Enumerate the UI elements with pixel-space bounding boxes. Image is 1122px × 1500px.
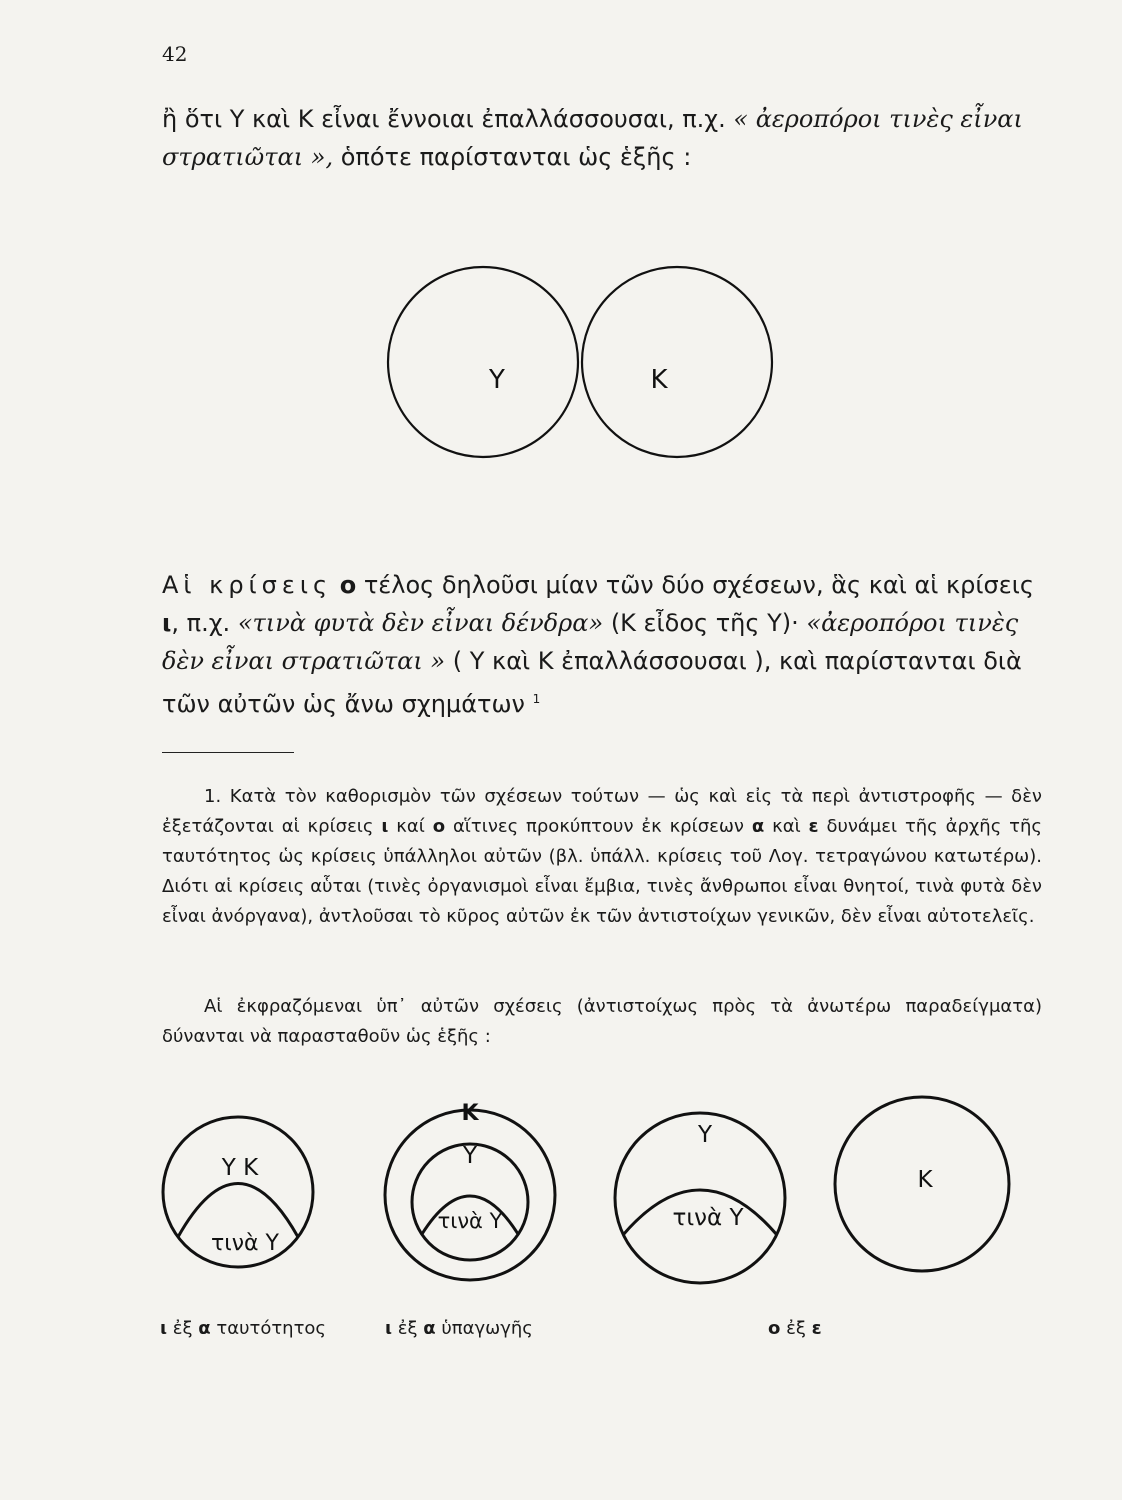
footnote-text-e: δυνάμει τῆς ἀρχῆς τῆς ταυτότητος ὡς κρίσεις ὑπάλληλοι αὐτῶν (βλ. ὑπάλλ. κρίσεις τοῦ Λογ. τετραγώνου κατωτέρω). Διότι αἱ κρίσεις αὗται (τινὲς ὀργανισμοὶ εἶναι ἔμβια, τινὲς ἄνθρωποι εἶναι θνητοί, τινὰ φυτὰ δὲν εἶναι ἀνόργανα), ἀντλοῦσαι τὸ κῦρος αὐτῶν ἐκ τῶν ἀντιστοίχων γενικῶν, δὲν εἶναι αὐτοτελεῖς. [162,816,1042,927]
footnote-rule [162,752,294,753]
caption-1-alpha: α [198,1318,211,1339]
main-iota-letter: ι [162,609,172,637]
euler-diagrams-row [160,1090,1060,1310]
main-text-4: ( Y καὶ K ἐπαλλάσσουσαι ), καὶ παρίστανται διὰ τῶν αὐτῶν ὡς ἄνω σχημάτων [162,647,1022,718]
caption-1-word: ταυτότητος [216,1318,327,1339]
caption-1-ex: ἐξ [172,1318,193,1339]
main-text-3: (K εἶδος τῆς Y)· [610,609,799,637]
diagram-overlap-segment [615,1113,785,1283]
footnote-eps: ε [808,816,819,837]
footnote-o: ο [432,816,446,837]
diagram-3-segment-label: τινὰ Y [672,1205,744,1231]
intro-paragraph [162,100,1042,176]
circle-y [388,267,578,457]
diagram-exclusion [835,1097,1009,1271]
caption-3-eps: ε [811,1318,822,1339]
caption-3-ex: ἐξ [786,1318,806,1339]
footnote-text-c: αἵτινες προκύπτουν ἐκ κρίσεων [452,816,744,837]
diagram-2-outer-label: K [461,1101,479,1126]
footnote-iota: ι [381,816,389,837]
main-paragraph [162,566,1042,723]
caption-2-ex: ἐξ [397,1318,418,1339]
page-number: 42 [162,42,188,66]
caption-2-iota: ι [385,1318,393,1339]
diagram-identity [163,1117,313,1267]
caption-subalternation [385,1318,533,1339]
footnote-ref: 1 [532,692,541,706]
diagram-2-inner-label: Y [462,1143,478,1169]
caption-2-word: ὑπαγωγῆς [441,1318,533,1339]
diagram-3-top-label: Y [697,1122,713,1148]
footnote-number: 1. [204,786,222,807]
circle-k [582,267,772,457]
label-k: K [650,365,668,395]
main-o-letter: ο [339,571,357,599]
caption-3-o: ο [768,1318,781,1339]
diagram-2-segment-label: τινὰ Y [437,1209,503,1233]
main-text-1: τέλος δηλοῦσι μίαν τῶν δύο σχέσεων, ἃς καὶ αἱ κρίσεις [363,571,1034,599]
footnote-text-d: καὶ [772,816,801,837]
main-quote-1: «τινὰ φυτὰ δὲν εἶναι δένδρα» [237,609,604,637]
caption-exclusion [768,1318,822,1339]
footnote-text-b: καί [396,816,425,837]
intro-text-pre: ἢ ὅτι Y καὶ K εἶναι ἔννοιαι ἐπαλλάσσουσαι, π.χ. [162,105,726,133]
footnote-text-a: Κατὰ τὸν καθορισμὸν τῶν σχέσεων τούτων — ὡς καὶ εἰς τὰ περὶ ἀντιστροφῆς — δὲν ἐξετάζονται αἱ κρίσεις [162,786,1042,837]
diagram-subalternation [385,1101,555,1280]
diagram-1-segment-label: τινὰ Y [211,1231,279,1256]
main-lead: Αἱ κρίσεις [162,571,333,599]
diagram-4-label: K [917,1167,933,1193]
footnote-2: Αἱ ἐκφραζόμεναι ὑπ᾽ αὐτῶν σχέσεις (ἀντιστοίχως πρὸς τὰ ἀνωτέρω παραδείγματα) δύνανται νὰ παρασταθοῦν ὡς ἑξῆς : [162,996,1042,1047]
intro-text-post: ὁπότε παρίστανται ὡς ἑξῆς : [340,143,692,171]
intro-quote: « ἀεροπόροι τινὲς εἶναι στρατιῶται », [162,105,1023,171]
label-y: Y [489,365,505,395]
main-text-2: , π.χ. [171,609,231,637]
diagram-1-top-label: Y K [221,1155,259,1181]
caption-2-alpha: α [423,1318,436,1339]
main-quote-2: «ἀεροπόροι τινὲς δὲν εἶναι στρατιῶται » [162,609,1019,675]
caption-identity [160,1318,326,1339]
caption-1-iota: ι [160,1318,168,1339]
venn-overlapping-diagram [380,262,780,462]
footnote-1 [162,782,1042,932]
footnote-alpha: α [751,816,765,837]
